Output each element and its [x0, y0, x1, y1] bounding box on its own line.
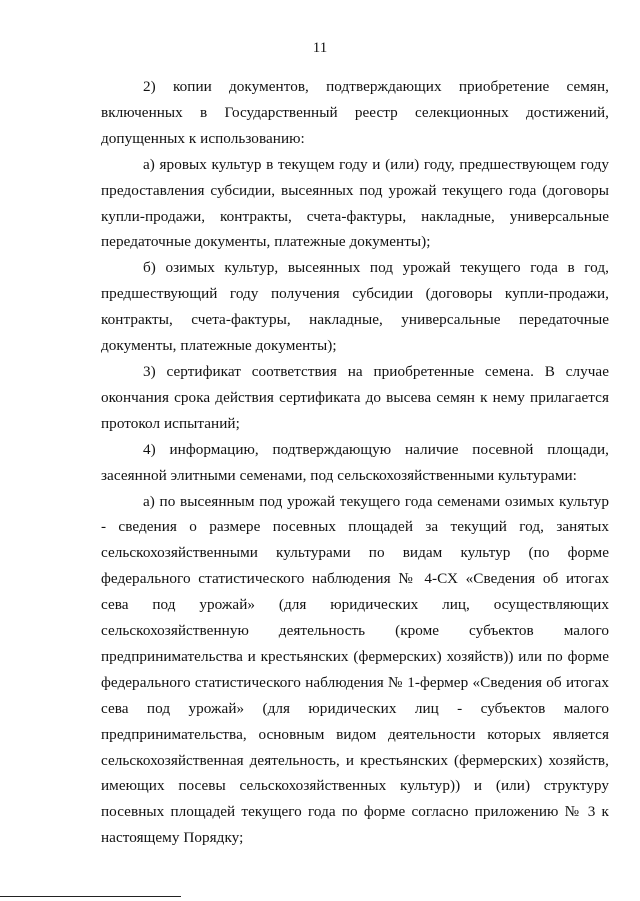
paragraph-item-4: 4) информацию, подтверждающую наличие посевной площади, засеянной элитными семенами, под сельскохозяйственными культурами: — [101, 440, 609, 484]
paragraph-subitem-4a: а) по высеянным под урожай текущего года семенами озимых культур - сведения о размере посевных площадей за текущий год, занятых сельскохозяйственными культурами по видам культур (по форме федерального статистического наблюдения № 4-СХ «Сведения об итогах сева под урожай» (для юридических лиц, осуществляющих сельскохозяйственную деятельность (кроме субъектов малого предпринимательства и крестьянских (фермерских) хозяйств)) или по форме федерального статистического наблюдения № 1-фермер «Сведения об итогах сева под урожай» (для юридических лиц - субъектов малого предпринимательства, основным видом деятельности которых является сельскохозяйственная деятельность, и крестьянских (фермерских) хозяйств, имеющих посевы сельскохозяйственных культур)) и (или) структуру посевных площадей текущего года по форме согласно приложению № 3 к настоящему Порядку; — [101, 492, 609, 847]
page-number: 11 — [312, 40, 328, 56]
paragraph-subitem-2a: а) яровых культур в текущем году и (или) году, предшествующем году предоставления субсидии, высеянных под урожай текущего года (договоры купли-продажи, контракты, счета-фактуры, накладные, универсальные передаточные документы, платежные документы); — [101, 155, 609, 251]
document-body — [101, 74, 609, 851]
paragraph-item-2: 2) копии документов, подтверждающих приобретение семян, включенных в Государственный реестр селекционных достижений, допущенных к использованию: — [101, 78, 609, 147]
footnote-divider — [0, 896, 181, 897]
paragraph-subitem-2b: б) озимых культур, высеянных под урожай текущего года в год, предшествующий году получения субсидии (договоры купли-продажи, контракты, счета-фактуры, накладные, универсальные передаточные документы, платежные документы); — [101, 259, 609, 355]
paragraph-item-3: 3) сертификат соответствия на приобретенные семена. В случае окончания срока действия сертификата до высева семян к нему прилагается протокол испытаний; — [101, 362, 609, 432]
